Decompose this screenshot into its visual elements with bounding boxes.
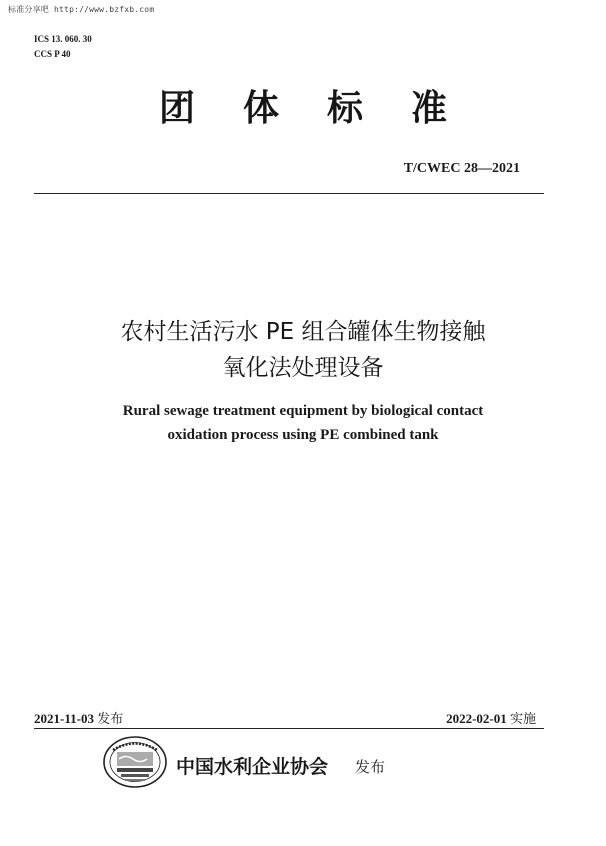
issue-date-block [34,708,123,727]
title-cn-line1: 农村生活污水 PE 组合罐体生物接触 [120,319,486,345]
title-en-line2: oxidation process using PE combined tank [167,427,439,443]
bottom-divider [34,728,544,729]
implementation-date-block [446,708,536,727]
implementation-label: 实施 [509,712,536,727]
title-en-line1: Rural sewage treatment equipment by biological contact [122,403,484,419]
issue-label: 发布 [97,712,124,727]
group-standard-title: 团体标准 [158,88,495,129]
ics-code: ICS 13. 060. 30 [34,34,92,44]
title-cn-line2: 氧化法处理设备 [222,355,384,381]
association-seal-logo [102,735,168,793]
publisher-name: 中国水利企业协会 [176,756,329,778]
ccs-code: CCS P 40 [34,49,71,59]
top-divider [34,193,544,194]
issue-date: 2021-11-03 [34,711,94,726]
watermark-text: 标准分享吧 http://www.bzfxb.com [8,5,155,14]
implementation-date: 2022-02-01 [446,711,507,726]
standard-number: T/CWEC 28—2021 [403,161,520,176]
publisher-label: 发布 [355,758,386,776]
